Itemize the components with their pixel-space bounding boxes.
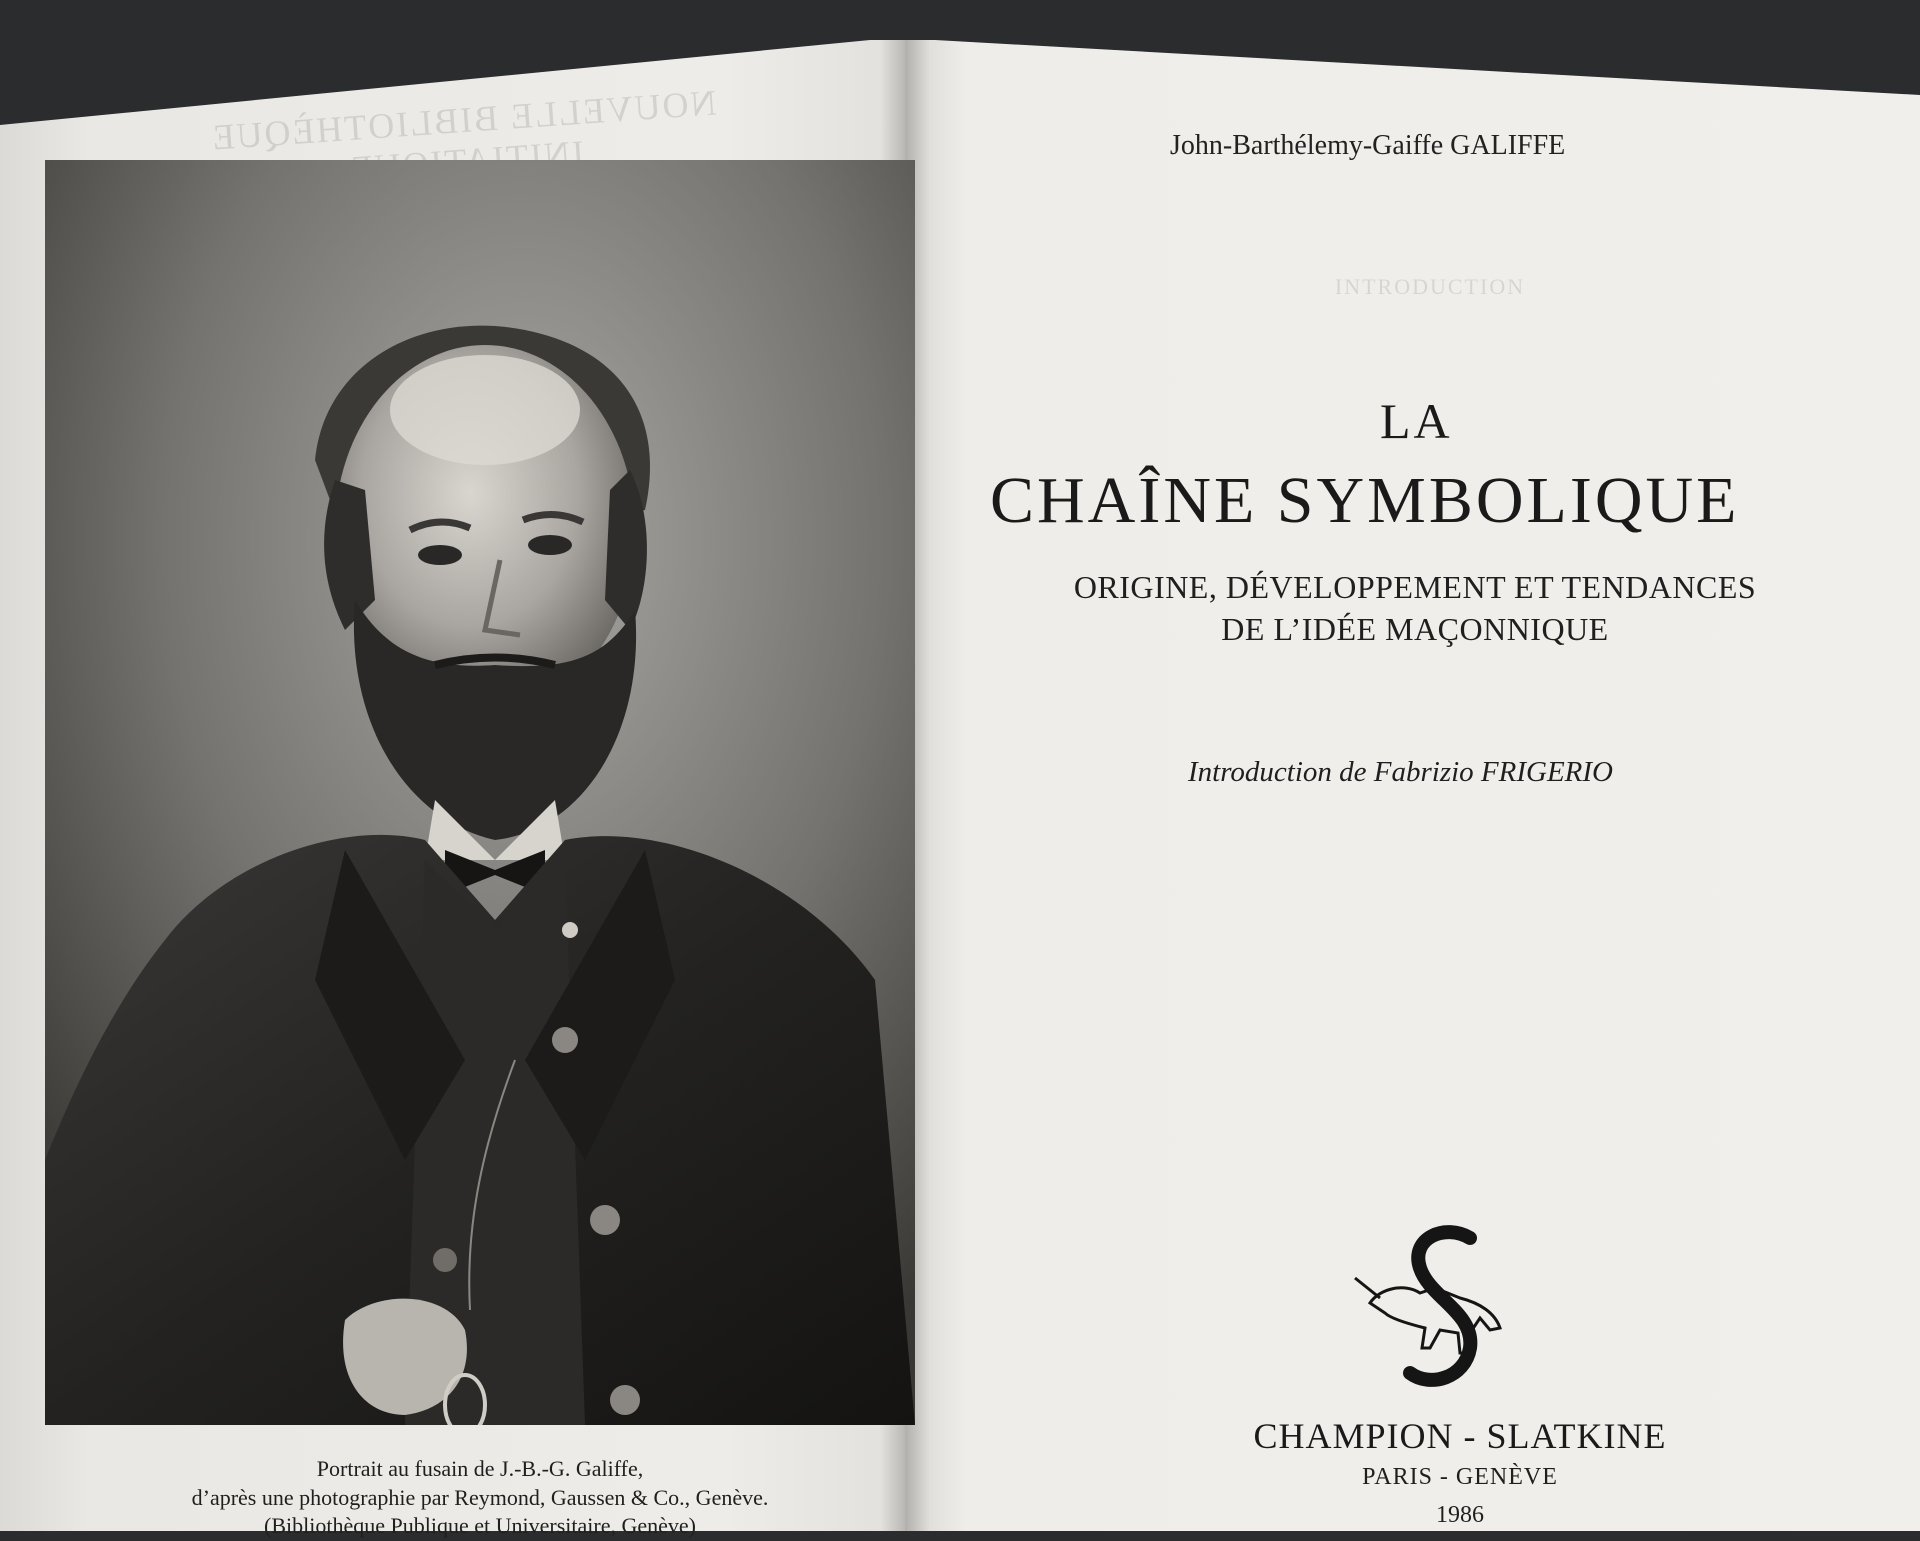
publication-place: PARIS - GENÈVE xyxy=(1362,1464,1558,1490)
publication-year: 1986 xyxy=(1436,1502,1484,1528)
portrait-caption xyxy=(100,1455,860,1541)
author-name: John-Barthélemy-Gaiffe GALIFFE xyxy=(1170,130,1566,161)
title-article: LA xyxy=(1380,393,1453,449)
caption-line: (Bibliothèque Publique et Universitaire, Genève) xyxy=(264,1513,696,1539)
subtitle-line: DE L’IDÉE MAÇONNIQUE xyxy=(1221,610,1609,647)
caption-line: Portrait au fusain de J.-B.-G. Galiffe, xyxy=(316,1456,644,1481)
publisher-name: CHAMPION - SLATKINE xyxy=(1253,1416,1667,1456)
bleed-through-series-title: NOUVELLE BIBLIOTHÈQUE xyxy=(209,82,718,158)
publisher-unicorn-logo-icon xyxy=(1350,1218,1525,1393)
introduction-credit: Introduction de Fabrizio FRIGERIO xyxy=(1188,756,1613,788)
book-subtitle xyxy=(1010,567,1820,650)
subtitle-line: ORIGINE, DÉVELOPPEMENT ET TENDANCES xyxy=(1073,569,1757,605)
caption-line: d’après une photographie par Reymond, Gaussen & Co., Genève. xyxy=(191,1484,769,1510)
book-title: CHAÎNE SYMBOLIQUE xyxy=(990,464,1740,537)
portrait-illustration xyxy=(45,160,915,1425)
bleed-through-heading: INTRODUCTION xyxy=(1334,274,1526,299)
portrait-photograph xyxy=(45,160,915,1425)
